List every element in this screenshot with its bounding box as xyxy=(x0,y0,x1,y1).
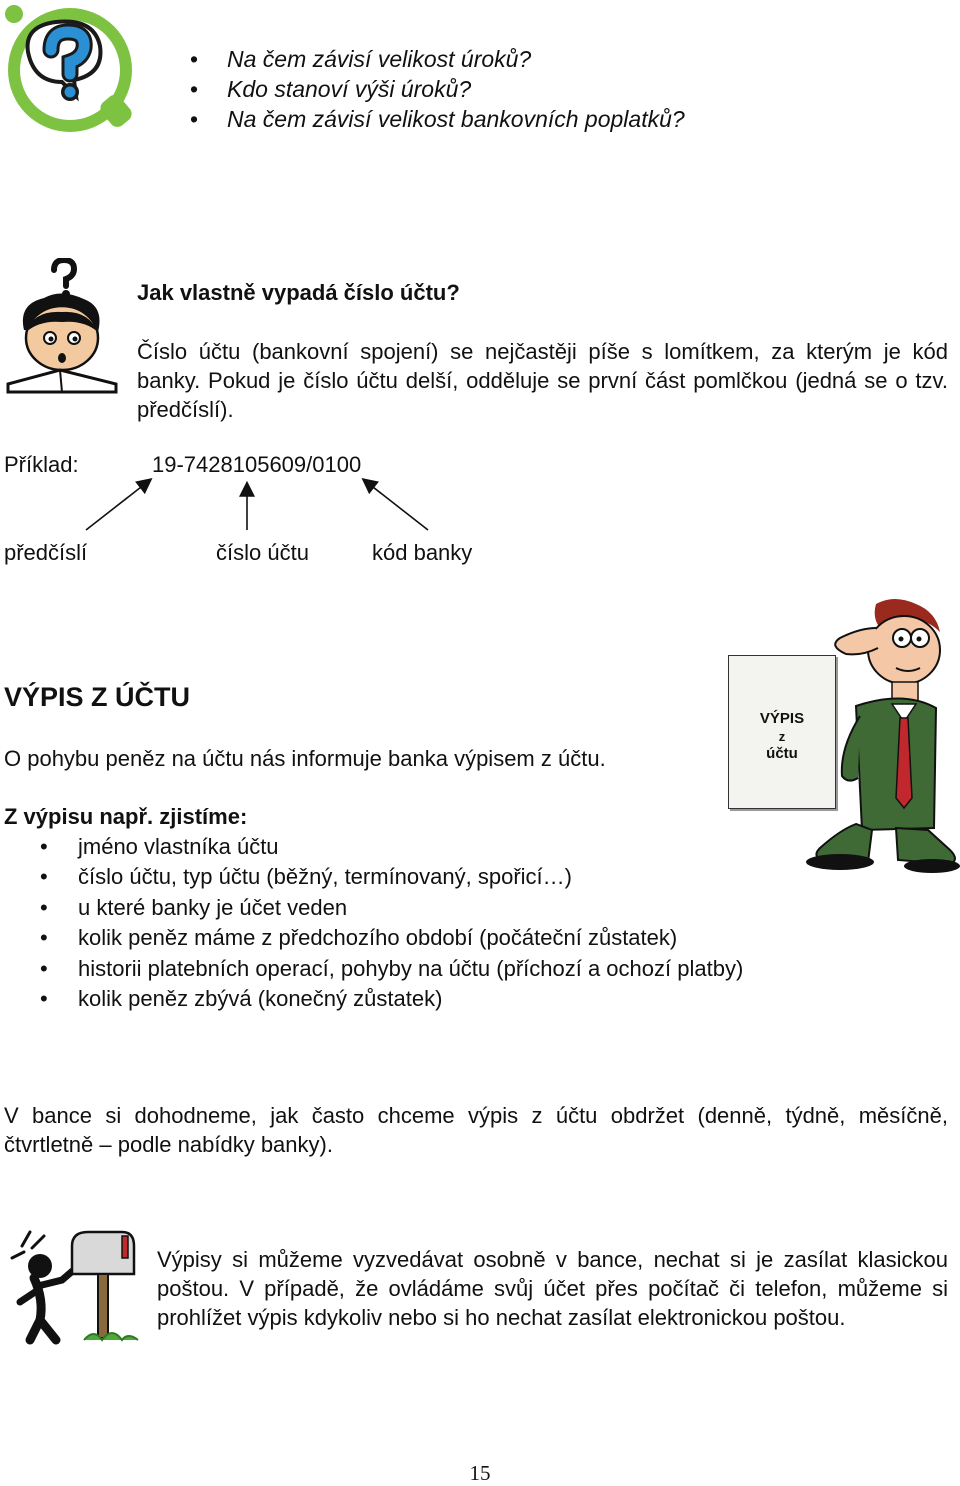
thinking-boy-icon xyxy=(4,258,122,394)
statement-intro: O pohybu peněz na účtu nás informuje banka výpisem z účtu. xyxy=(4,746,606,771)
label-kod-banky: kód banky xyxy=(372,540,473,565)
account-heading: Jak vlastně vypadá číslo účtu? xyxy=(137,280,460,305)
paper-line: účtu xyxy=(766,745,798,762)
list-item: • Kdo stanoví výši úroků? xyxy=(190,74,685,104)
question-list xyxy=(190,44,685,134)
statement-title: VÝPIS Z ÚČTU xyxy=(4,682,191,712)
page-number: 15 xyxy=(469,1461,491,1485)
list-item: • jméno vlastníka účtu xyxy=(40,832,743,862)
account-parts-arrows xyxy=(0,470,500,540)
list-item: • historii platebních operací, pohyby na účtu (příchozí a ochozí platby) xyxy=(40,954,743,984)
list-item: • kolik peněz zbývá (konečný zůstatek) xyxy=(40,984,743,1014)
account-description: Číslo účtu (bankovní spojení) se nejčastěji píše s lomítkem, za kterým je kód banky. Pokud je číslo účtu delší, odděluje se první část pomlčkou (jedná se o tzv. předčíslí). xyxy=(137,339,948,422)
delivery-paragraph: Výpisy si můžeme vyzvedávat osobně v bance, nechat si je zasílat klasickou poštou. V případě, že ovládáme svůj účet přes počítač či telefon, můžeme si prohlížet výpis kdykoliv nebo si ho nechat zasílat elektronickou poštou. xyxy=(157,1247,948,1330)
statement-info-list xyxy=(40,832,743,1014)
label-predcisli: předčíslí xyxy=(4,540,88,565)
question-bubble-icon xyxy=(4,4,136,134)
example-account-number: 19-7428105609/0100 xyxy=(152,452,362,477)
paper-line: VÝPIS xyxy=(759,710,805,727)
example-label: Příklad: xyxy=(4,452,79,477)
list-item: • Na čem závisí velikost bankovních poplatků? xyxy=(190,104,685,134)
list-item: • číslo účtu, typ účtu (běžný, termínovaný, spořicí…) xyxy=(40,862,743,892)
mailbox-icon xyxy=(4,1228,142,1348)
list-item: • u které banky je účet veden xyxy=(40,893,743,923)
man-in-suit-icon xyxy=(800,598,960,874)
statement-list-heading: Z výpisu např. zjistíme: xyxy=(4,804,248,829)
frequency-paragraph: V bance si dohodneme, jak často chceme výpis z účtu obdržet (denně, týdně, měsíčně, čtvrtletně – podle nabídky banky). xyxy=(4,1103,948,1157)
paper-line: z xyxy=(778,729,786,744)
label-cislo-uctu: číslo účtu xyxy=(216,540,309,565)
list-item: • Na čem závisí velikost úroků? xyxy=(190,44,685,74)
list-item: • kolik peněz máme z předchozího období (počáteční zůstatek) xyxy=(40,923,743,953)
